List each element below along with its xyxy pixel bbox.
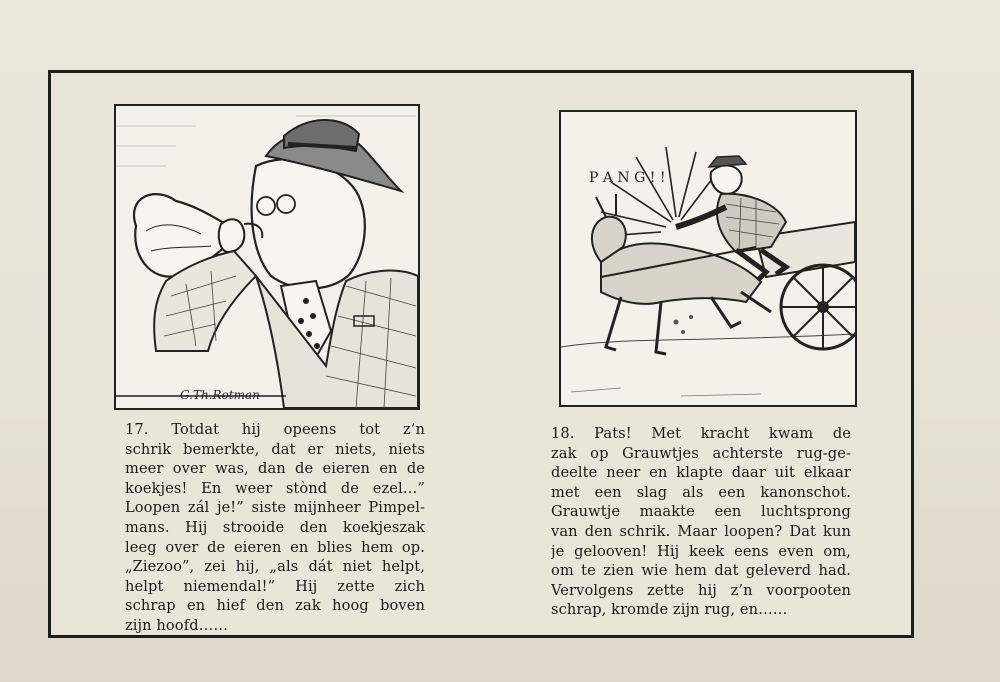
caption-17-line: 17. Totdat hij opeens tot z’n	[125, 421, 425, 438]
caption-18-line: je gelooven! Hij keek eens even om,	[551, 542, 851, 560]
man-blowing-bag-drawing	[116, 106, 418, 408]
illustration-donkey-bolting	[559, 110, 857, 407]
caption-18-line: zak op Grauwtjes achterste rug-ge-	[551, 444, 851, 462]
illustration-man-blowing-bag	[114, 104, 420, 410]
caption-17-line: schrik bemerkte, dat er niets, niets	[125, 440, 425, 458]
caption-17-line: mans. Hij strooide den koekjeszak	[125, 518, 425, 536]
page-frame	[48, 70, 914, 638]
caption-17-line: koekjes! En weer stònd de ezel…”	[125, 479, 425, 497]
caption-17-line: Loopen zál je!” siste mijnheer Pimpel-	[125, 499, 425, 517]
caption-17	[125, 420, 425, 636]
caption-17-line: zijn hoofd……	[125, 616, 229, 634]
artist-signature: G.Th.Rotman	[180, 388, 260, 402]
caption-17-line: meer over was, dan de eieren en de	[125, 460, 425, 478]
caption-17-line: schrap en hief den zak hoog boven	[125, 597, 425, 615]
caption-18-line: van den schrik. Maar loopen? Dat kun	[551, 522, 851, 540]
donkey-cart-drawing	[561, 112, 855, 405]
caption-18-line: met een slag als een kanonschot.	[551, 483, 851, 501]
caption-17-line: leeg over de eieren en blies hem op.	[125, 538, 425, 556]
caption-17-line: helpt niemendal!” Hij zette zich	[125, 577, 425, 595]
caption-18-line: schrap, kromde zijn rug, en……	[551, 601, 788, 619]
caption-17-line: „Ziezoo”, zei hij, „als dát niet helpt,	[125, 558, 425, 576]
caption-18-line: Grauwtje maakte een luchtsprong	[551, 503, 851, 521]
sound-effect-text: P A N G ! !	[589, 170, 666, 186]
caption-18-line: 18. Pats! Met kracht kwam de	[551, 425, 851, 442]
caption-18-line: Vervolgens zette hij z’n voorpooten	[551, 581, 851, 599]
caption-18-line: deelte neer en klapte daar uit elkaar	[551, 464, 851, 482]
caption-18	[551, 424, 851, 620]
caption-18-line: om te zien wie hem dat geleverd had.	[551, 562, 851, 580]
